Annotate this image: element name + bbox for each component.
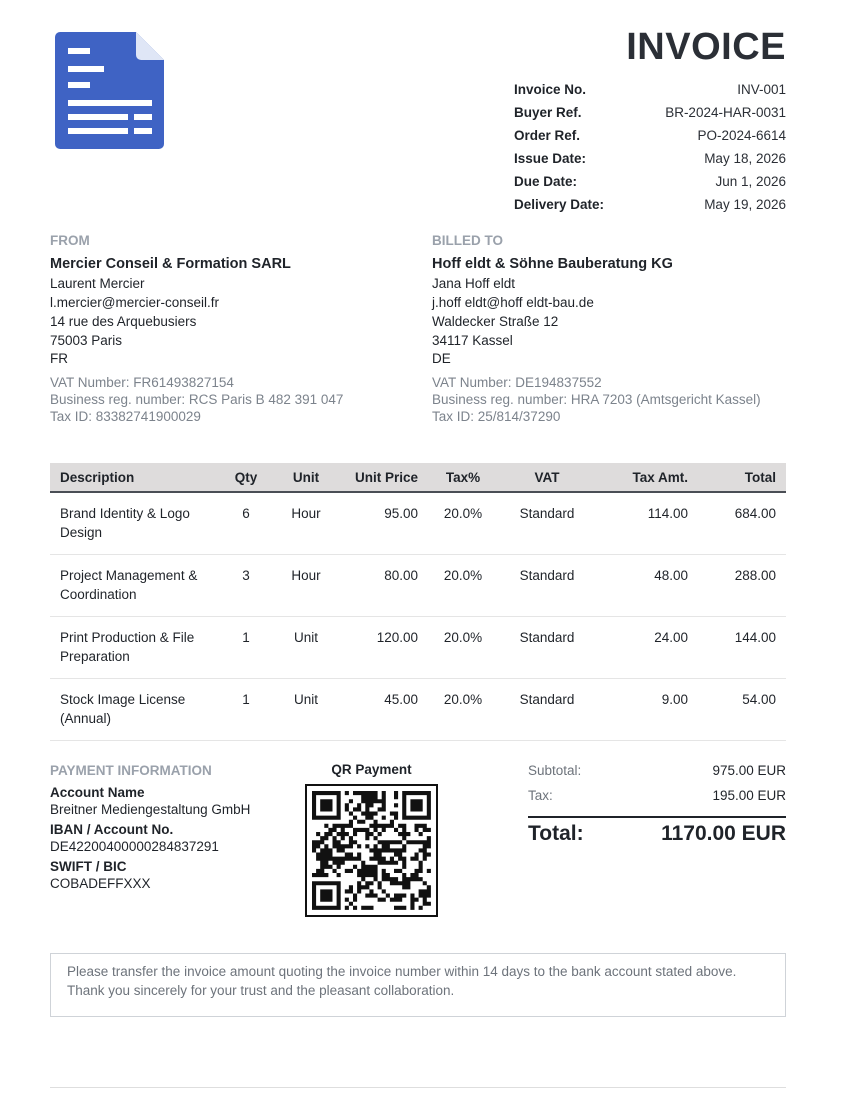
table-cell: 1 [216,679,276,741]
meta-value: Jun 1, 2026 [715,174,786,189]
table-cell: 95.00 [336,492,428,555]
account-name: Breitner Mediengestaltung GmbH [50,802,251,817]
document-icon [54,30,166,150]
meta-label: Order Ref. [514,128,581,143]
total-value: 1170.00 EUR [661,822,786,845]
footer-divider [50,1087,786,1088]
table-cell: 20.0% [428,679,498,741]
table-cell: Unit [276,617,336,679]
table-cell: Unit [276,679,336,741]
meta-value: May 19, 2026 [704,197,786,212]
table-cell: Hour [276,492,336,555]
table-cell: 80.00 [336,555,428,617]
table-cell: 3 [216,555,276,617]
tax-value: 195.00 EUR [712,788,786,803]
meta-row [514,149,786,172]
meta-row [514,80,786,103]
subtotal-value: 975.00 EUR [712,763,786,778]
table-cell: Standard [498,492,596,555]
buyer-block [432,232,792,425]
buyer-country: DE [432,351,451,367]
iban: DE42200400000284837291 [50,839,219,854]
table-cell: Standard [498,555,596,617]
seller-tax-id: Tax ID: 83382741900029 [50,408,201,424]
buyer-city: 34117 Kassel [432,332,513,348]
buyer-reg: Business reg. number: HRA 7203 (Amtsgericht Kassel) [432,391,761,407]
seller-block [50,232,420,425]
tax-row [528,787,786,812]
table-cell: 24.00 [596,617,698,679]
table-cell: Standard [498,679,596,741]
table-cell: 20.0% [428,555,498,617]
column-header: Unit Price [354,469,418,485]
table-cell: 288.00 [698,555,786,617]
line-items-table [50,463,786,741]
seller-vat: VAT Number: FR61493827154 [50,374,234,390]
iban-label: IBAN / Account No. [50,821,174,837]
table-cell: Stock Image License (Annual) [50,679,216,741]
column-header: Unit [292,469,320,485]
table-cell: 6 [216,492,276,555]
seller-name: Mercier Conseil & Formation SARL [50,255,291,272]
payment-note: Please transfer the invoice amount quoting the invoice number within 14 days to the bank account stated above. Thank you sincerely for your trust and the pleasant collaboration. [50,953,786,1017]
meta-value: INV-001 [737,82,786,97]
table-cell: 114.00 [596,492,698,555]
column-header: Qty [234,469,258,485]
table-cell: 45.00 [336,679,428,741]
table-cell: 144.00 [698,617,786,679]
meta-row [514,172,786,195]
buyer-contact: Jana Hoff eldt [432,276,516,292]
table-row [50,617,786,679]
payment-info-label: PAYMENT INFORMATION [50,763,212,778]
table-row [50,679,786,741]
table-cell: 9.00 [596,679,698,741]
billed-to-label: BILLED TO [432,233,504,248]
subtotal-row [528,762,786,787]
total-label: Total: [528,822,584,845]
table-cell: Print Production & File Preparation [50,617,216,679]
meta-value: BR-2024-HAR-0031 [665,105,786,120]
buyer-street: Waldecker Straße 12 [432,313,559,329]
totals-block [528,762,786,846]
seller-street: 14 rue des Arquebusiers [50,313,197,329]
meta-row [514,103,786,126]
column-header: Tax% [445,469,481,485]
table-row [50,555,786,617]
table-cell: Project Management & Coordination [50,555,216,617]
column-header: Tax Amt. [632,469,688,485]
table-cell: 1 [216,617,276,679]
qr-payment-label: QR Payment [331,762,412,777]
payment-info [50,762,300,895]
tax-label: Tax: [528,788,553,803]
meta-row [514,195,786,218]
table-header-row [50,463,786,492]
seller-reg: Business reg. number: RCS Paris B 482 391 047 [50,391,344,407]
table-cell: 54.00 [698,679,786,741]
column-header: Total [744,469,776,485]
table-cell: Brand Identity & Logo Design [50,492,216,555]
table-cell: 20.0% [428,492,498,555]
meta-value: May 18, 2026 [704,151,786,166]
invoice-title: INVOICE [626,26,786,68]
seller-country: FR [50,351,68,367]
buyer-tax-id: Tax ID: 25/814/37290 [432,408,561,424]
swift: COBADEFFXXX [50,876,151,891]
table-row [50,492,786,555]
table-cell: 684.00 [698,492,786,555]
account-name-label: Account Name [50,784,145,800]
seller-city: 75003 Paris [50,332,123,348]
table-cell: Standard [498,617,596,679]
invoice-meta [514,80,786,218]
buyer-email: j.hoff eldt@hoff eldt-bau.de [432,295,594,311]
meta-label: Due Date: [514,174,578,189]
meta-label: Delivery Date: [514,197,605,212]
seller-contact: Laurent Mercier [50,276,145,292]
qr-code-icon [305,784,438,917]
grand-total-row [528,816,786,846]
buyer-name: Hoff eldt & Söhne Bauberatung KG [432,255,673,272]
meta-row [514,126,786,149]
meta-label: Invoice No. [514,82,587,97]
column-header: VAT [534,469,560,485]
subtotal-label: Subtotal: [528,763,582,778]
table-cell: Hour [276,555,336,617]
table-cell: 20.0% [428,617,498,679]
seller-email: l.mercier@mercier-conseil.fr [50,295,219,311]
buyer-vat: VAT Number: DE194837552 [432,374,602,390]
swift-label: SWIFT / BIC [50,858,127,874]
meta-label: Issue Date: [514,151,587,166]
meta-label: Buyer Ref. [514,105,582,120]
from-label: FROM [50,233,90,248]
meta-value: PO-2024-6614 [697,128,786,143]
column-header: Description [60,469,135,485]
table-cell: 120.00 [336,617,428,679]
table-cell: 48.00 [596,555,698,617]
